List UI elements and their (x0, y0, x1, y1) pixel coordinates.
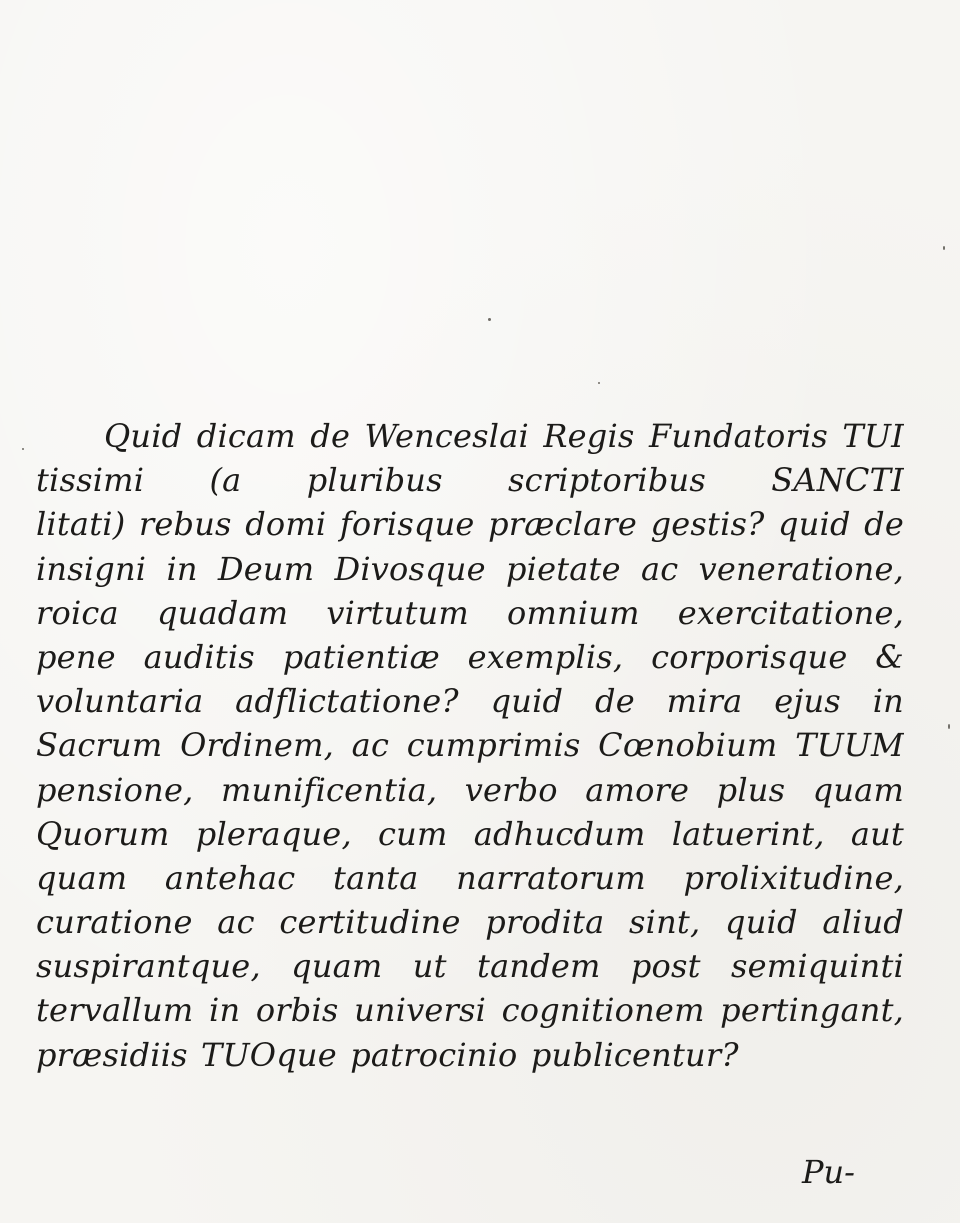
text-line: curatione ac certitudine prodita sint, quid aliud (36, 903, 904, 942)
text-line: quam antehac tanta narratorum prolixitudine, (36, 858, 904, 897)
text-line: suspirantque, quam ut tandem post semiquinti (36, 947, 904, 986)
text-line: præsidiis TUOque patrocinio publicentur? (36, 1035, 739, 1074)
text-line: Sacrum Ordinem, ac cumprimis Cœnobium TUUM (36, 726, 904, 765)
paper-speck (488, 318, 491, 321)
text-line: Quid dicam de Wenceslai Regis Fundatoris TUI (104, 417, 904, 455)
text-line: pensione, munificentia, verbo amore plus quam (36, 770, 904, 809)
paper-speck (948, 724, 950, 729)
text-line: tervallum in orbis universi cognitionem pertingant, (36, 991, 904, 1030)
paper-speck (943, 246, 945, 250)
text-line: roica quadam virtutum omnium exercitatione, (36, 593, 904, 632)
text-line: litati) rebus domi forisque præclare gestis? quid de (36, 505, 904, 544)
text-line: voluntaria adflictatione? quid de mira ejus in (36, 682, 904, 721)
paper-speck (598, 382, 600, 384)
text-line: pene auditis patientiæ exemplis, corporisque & (36, 637, 904, 676)
catchword: Pu- (802, 1153, 855, 1191)
text-line: Quorum pleraque, cum adhucdum latuerint, aut (36, 814, 904, 853)
text-line: tissimi (a pluribus scriptoribus SANCTI (36, 461, 904, 500)
body-text (36, 414, 904, 1077)
text-line: insigni in Deum Divosque pietate ac veneratione, (36, 549, 904, 588)
paper-speck (22, 448, 24, 450)
